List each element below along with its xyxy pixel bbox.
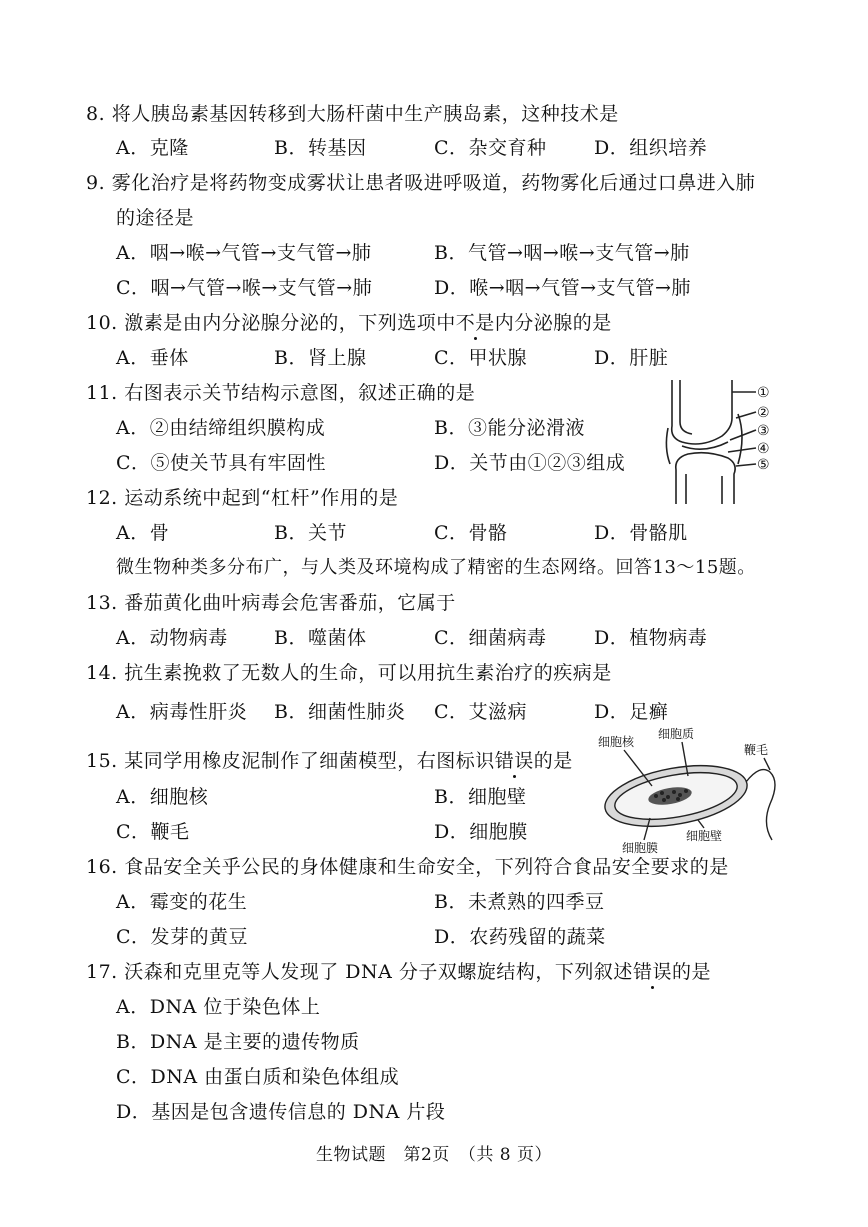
option-15a: A．细胞核: [116, 786, 209, 808]
option-8a: A．克隆: [116, 137, 189, 159]
question-10: [86, 311, 612, 335]
option-10c: C．甲状腺: [434, 347, 528, 369]
option-13c: C．细菌病毒: [434, 627, 547, 649]
question-stem-a: 某同学用橡皮泥制作了细菌模型，右图标识: [124, 750, 495, 772]
question-stem: 运动系统中起到“杠杆”作用的是: [124, 487, 399, 509]
option-17c: C．DNA 由蛋白质和染色体组成: [116, 1066, 400, 1088]
option-9d: D．喉→咽→气管→支气管→肺: [434, 277, 691, 299]
option-12b: B．关节: [274, 522, 347, 544]
option-11a: A．②由结缔组织膜构成: [116, 417, 326, 439]
joint-label-3: ③: [757, 423, 770, 439]
joint-label-5: ⑤: [757, 457, 770, 473]
question-stem: 右图表示关节结构示意图，叙述正确的是: [124, 382, 476, 404]
question-stem-b: 的是: [533, 750, 573, 772]
question-9-stem-cont: 的途径是: [116, 207, 195, 229]
option-14c: C．艾滋病: [434, 701, 528, 723]
question-number: 17.: [86, 961, 118, 983]
question-stem: 雾化治疗是将药物变成雾状让患者吸进呼吸道，药物雾化后通过口鼻进入肺: [111, 172, 756, 194]
question-number: 10.: [86, 312, 118, 334]
emphasis-text: 错误: [494, 750, 534, 772]
option-11b: B．③能分泌滑液: [434, 417, 585, 439]
option-14a: A．病毒性肝炎: [116, 701, 248, 723]
question-15: [86, 749, 573, 773]
bacteria-label-membrane: 细胞膜: [622, 841, 659, 855]
question-stem-a: 沃森和克里克等人发现了 DNA 分子双螺旋结构，下列叙述: [124, 961, 633, 983]
option-14b: B．细菌性肺炎: [274, 701, 406, 723]
option-10b: B．肾上腺: [274, 347, 367, 369]
question-8: [86, 102, 619, 126]
question-17: [86, 960, 711, 984]
option-11c: C．⑤使关节具有牢固性: [116, 452, 327, 474]
option-12d: D．骨骼肌: [594, 522, 688, 544]
section-intro: 微生物种类多分布广，与人类及环境构成了精密的生态网络。回答13～15题。: [116, 557, 756, 578]
question-stem: 食品安全关乎公民的身体健康和生命安全，下列符合食品安全要求的是: [124, 856, 729, 878]
bacteria-label-wall: 细胞壁: [686, 829, 723, 843]
joint-label-2: ②: [757, 405, 770, 421]
question-stem-b: 内分泌腺的是: [494, 312, 612, 334]
question-11: [86, 381, 475, 405]
bacteria-label-cytoplasm: 细胞质: [658, 727, 695, 741]
bacteria-model-diagram: [594, 724, 794, 860]
option-13b: B．噬菌体: [274, 627, 367, 649]
question-number: 9.: [86, 172, 106, 194]
bacteria-label-nucleus: 细胞核: [598, 735, 635, 749]
question-number: 8.: [86, 103, 106, 125]
question-16: [86, 855, 729, 879]
option-9a: A．咽→喉→气管→支气管→肺: [116, 242, 372, 264]
question-number: 13.: [86, 592, 118, 614]
option-12c: C．骨骼: [434, 522, 508, 544]
option-8b: B．转基因: [274, 137, 367, 159]
joint-label-4: ④: [757, 441, 770, 457]
option-9b: B．气管→咽→喉→支气管→肺: [434, 242, 690, 264]
option-8c: C．杂交育种: [434, 137, 547, 159]
question-number: 16.: [86, 856, 118, 878]
question-stem-a: 激素是由内分泌腺分泌的，下列选项中: [124, 312, 456, 334]
option-16a: A．霉变的花生: [116, 891, 248, 913]
option-13a: A．动物病毒: [116, 627, 228, 649]
joint-label-1: ①: [757, 385, 770, 401]
option-10a: A．垂体: [116, 347, 189, 369]
option-17a: A．DNA 位于染色体上: [116, 996, 321, 1018]
option-13d: D．植物病毒: [594, 627, 708, 649]
option-16d: D．农药残留的蔬菜: [434, 926, 606, 948]
question-number: 15.: [86, 750, 118, 772]
emphasis-text: 错误: [632, 961, 672, 983]
question-14: [86, 661, 612, 685]
option-15c: C．鞭毛: [116, 821, 190, 843]
question-stem: 抗生素挽救了无数人的生命，可以用抗生素治疗的疾病是: [124, 662, 612, 684]
question-number: 11.: [86, 382, 118, 404]
option-17b: B．DNA 是主要的遗传物质: [116, 1031, 360, 1053]
option-15d: D．细胞膜: [434, 821, 528, 843]
page-footer: 生物试题 第2页 （共 8 页）: [316, 1145, 552, 1165]
option-17d: D．基因是包含遗传信息的 DNA 片段: [116, 1101, 446, 1123]
option-11d: D．关节由①②③组成: [434, 452, 626, 474]
question-12: [86, 486, 398, 510]
option-14d: D．足癣: [594, 701, 669, 723]
option-10d: D．肝脏: [594, 347, 669, 369]
option-12a: A．骨: [116, 522, 170, 544]
question-stem: 将人胰岛素基因转移到大肠杆菌中生产胰岛素，这种技术是: [111, 103, 619, 125]
joint-diagram: [658, 378, 772, 506]
emphasis-text: 不是: [455, 312, 495, 334]
option-16b: B．未煮熟的四季豆: [434, 891, 605, 913]
question-number: 14.: [86, 662, 118, 684]
bacteria-label-flagellum: 鞭毛: [744, 743, 769, 757]
option-16c: C．发芽的黄豆: [116, 926, 249, 948]
question-number: 12.: [86, 487, 118, 509]
option-8d: D．组织培养: [594, 137, 708, 159]
option-15b: B．细胞壁: [434, 786, 527, 808]
question-9: [86, 171, 755, 195]
question-stem-b: 的是: [671, 961, 711, 983]
question-stem: 番茄黄化曲叶病毒会危害番茄，它属于: [124, 592, 456, 614]
question-13: [86, 591, 456, 615]
option-9c: C．咽→气管→喉→支气管→肺: [116, 277, 373, 299]
